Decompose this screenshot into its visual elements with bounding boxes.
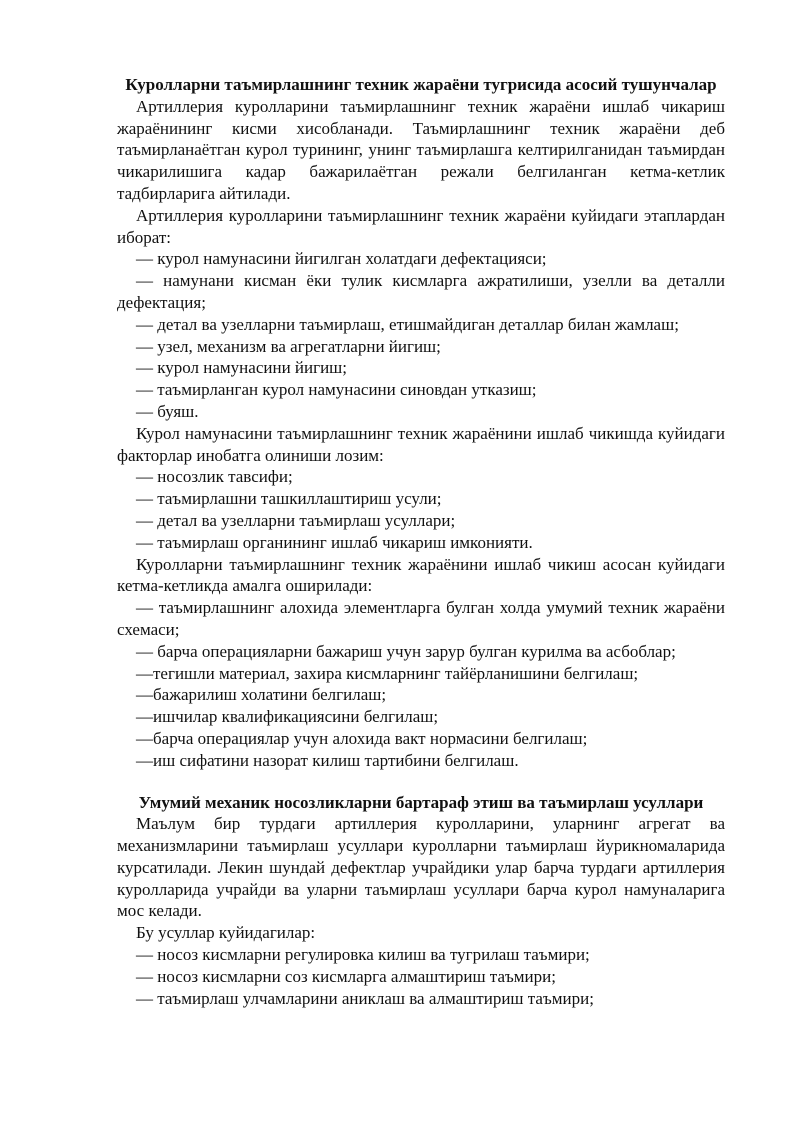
list-item: —барча операциялар учун алохида вакт нормасини белгилаш; (136, 728, 588, 748)
section-1-paragraph-1: Артиллерия куролларини таъмирлашнинг техник жараёни ишлаб чикариш жараёнининг кисми хисобланади. Таъмирлашнинг техник жараёни деб таъмирланаётган курол турининг, унинг таъмирлашга келтирилганидан таъмирдан чикарилишига кадар бажарилаётган режали белгиланган кетма-кетлик тадбирларига айтилади. (117, 96, 725, 203)
list-item: — барча операцияларни бажариш учун зарур булган курилма ва асбоблар; (136, 641, 676, 661)
section-1-title: Куролларни таъмирлашнинг техник жараёни тугрисида асосий тушунчалар (125, 75, 717, 94)
list-item: — детал ва узелларни таъмирлаш, етишмайдиган деталлар билан жамлаш; (136, 314, 679, 334)
list-item: —бажарилиш холатини белгилаш; (136, 685, 387, 705)
list-item: — таъмирлашни ташкиллаштириш усули; (136, 489, 442, 509)
list-item: — курол намунасини йигилган холатдаги дефектацияси; (136, 249, 547, 269)
section-2-paragraph-2: Бу усуллар куйидагилар: (136, 923, 316, 943)
list-item: — носоз кисмларни соз кисмларга алмаштириш таъмири; (136, 966, 556, 986)
section-1-paragraph-3: Курол намунасини таъмирлашнинг техник жараёнини ишлаб чикишда куйидаги факторлар инобатга олиниши лозим: (117, 423, 725, 465)
list-item: — намунани кисман ёки тулик кисмларга ажратилиши, узелли ва деталли дефектация; (117, 271, 725, 312)
section-2-paragraph-1: Маълум бир турдаги артиллерия куролларини, уларнинг агрегат ва механизмларини таъмирлаш усуллари куролларни таъмирлаш йурикномаларида курсатилади. Лекин шундай дефектлар учрайдики улар барча турдаги артиллерия куролларида учрайди ва уларни таъмирлаш усуллари барча курол намуналарига мос келади. (117, 814, 725, 921)
section-1-paragraph-2: Артиллерия куролларини таъмирлашнинг техник жараёни куйидаги этаплардан иборат: (117, 205, 725, 247)
list-item: — таъмирлаш органининг ишлаб чикариш имконияти. (136, 532, 533, 552)
list-item: — таъмирлаш улчамларини аниклаш ва алмаштириш таъмири; (136, 988, 594, 1008)
list-item: — таъмирланган курол намунасини синовдан утказиш; (136, 380, 537, 400)
section-1-paragraph-4: Куролларни таъмирлашнинг техник жараёнини ишлаб чикиш асосан куйидаги кетма-кетликда амалга оширилади: (117, 554, 725, 596)
list-item: — носозлик тавсифи; (136, 467, 293, 487)
list-item: —иш сифатини назорат килиш тартибини белгилаш. (136, 750, 519, 770)
list-item: — курол намунасини йигиш; (136, 358, 347, 378)
list-item: —ишчилар квалификациясини белгилаш; (136, 707, 439, 727)
list-item: —тегишли материал, захира кисмларнинг тайёрланишини белгилаш; (136, 663, 639, 683)
document-page (117, 74, 725, 1009)
list-item: — буяш. (136, 401, 199, 421)
list-item: — узел, механизм ва агрегатларни йигиш; (136, 336, 441, 356)
list-item: — носоз кисмларни регулировка килиш ва тугрилаш таъмири; (136, 945, 590, 965)
list-item: — таъмирлашнинг алохида элементларга булган холда умумий техник жараёни схемаси; (117, 598, 725, 639)
list-item: — детал ва узелларни таъмирлаш усуллари; (136, 510, 456, 530)
section-2-title: Умумий механик носозликларни бартараф этиш ва таъмирлаш усуллари (138, 792, 704, 812)
